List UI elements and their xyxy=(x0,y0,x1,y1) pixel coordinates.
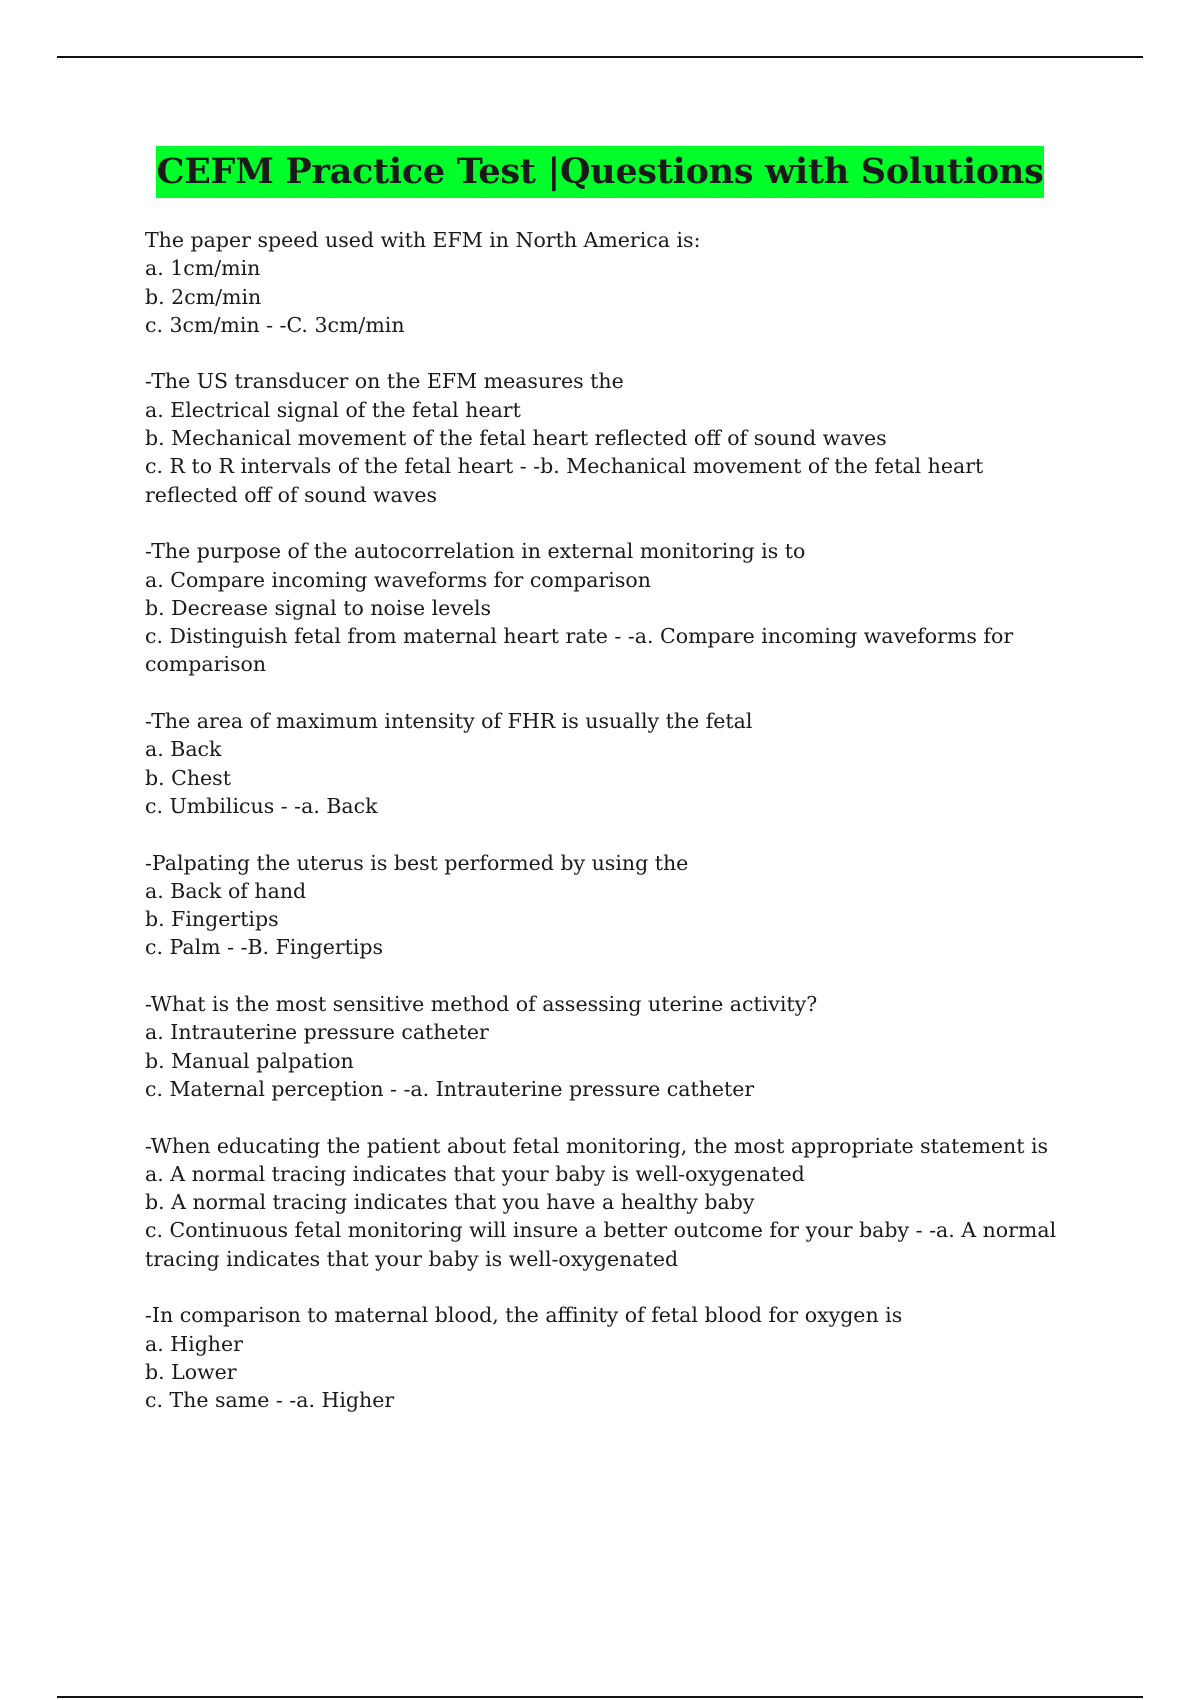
question-text: -The area of maximum intensity of FHR is usually the fetal xyxy=(145,709,753,734)
question-text: -The US transducer on the EFM measures the xyxy=(145,369,624,394)
option-a: a. A normal tracing indicates that your baby is well-oxygenated xyxy=(145,1161,805,1186)
option-b: b. Manual palpation xyxy=(145,1048,354,1073)
option-b: b. Decrease signal to noise levels xyxy=(145,595,492,620)
option-a: a. Compare incoming waveforms for comparison xyxy=(145,567,651,592)
option-b: b. Mechanical movement of the fetal heart reflected off of sound waves xyxy=(145,426,887,451)
question-block xyxy=(145,1301,1075,1414)
option-b: b. A normal tracing indicates that you have a healthy baby xyxy=(145,1190,755,1215)
option-c-with-answer: c. The same - -a. Higher xyxy=(145,1388,395,1413)
questions-list xyxy=(145,226,1075,1443)
option-b: b. 2cm/min xyxy=(145,284,262,309)
question-text: -The purpose of the autocorrelation in external monitoring is to xyxy=(145,539,806,564)
top-rule xyxy=(57,56,1143,58)
option-c-with-answer: c. R to R intervals of the fetal heart - -b. Mechanical movement of the fetal heart reflected off of sound waves xyxy=(145,454,984,507)
question-text: -In comparison to maternal blood, the affinity of fetal blood for oxygen is xyxy=(145,1303,903,1328)
question-block xyxy=(145,1132,1075,1273)
option-c-with-answer: c. 3cm/min - -C. 3cm/min xyxy=(145,312,405,337)
document-title: CEFM Practice Test |Questions with Solutions xyxy=(156,146,1045,198)
question-block xyxy=(145,367,1075,508)
title-wrap xyxy=(0,146,1200,198)
bottom-rule xyxy=(57,1696,1143,1698)
option-c-with-answer: c. Distinguish fetal from maternal heart rate - -a. Compare incoming waveforms for comparison xyxy=(145,624,1014,677)
question-text: -When educating the patient about fetal monitoring, the most appropriate statement is xyxy=(145,1133,1049,1158)
option-c-with-answer: c. Maternal perception - -a. Intrauterine pressure catheter xyxy=(145,1076,755,1101)
question-text: The paper speed used with EFM in North America is: xyxy=(145,228,701,252)
option-c-with-answer: c. Umbilicus - -a. Back xyxy=(145,793,378,818)
question-block xyxy=(145,849,1075,962)
option-a: a. Back xyxy=(145,737,222,762)
option-a: a. 1cm/min xyxy=(145,256,261,281)
question-block xyxy=(145,990,1075,1103)
option-b: b. Chest xyxy=(145,765,231,790)
question-block xyxy=(145,226,1075,339)
question-block xyxy=(145,537,1075,678)
question-text: -What is the most sensitive method of assessing uterine activity? xyxy=(145,992,818,1017)
option-b: b. Fingertips xyxy=(145,907,279,932)
option-b: b. Lower xyxy=(145,1359,237,1384)
option-a: a. Back of hand xyxy=(145,878,307,903)
option-a: a. Electrical signal of the fetal heart xyxy=(145,397,521,422)
option-c-with-answer: c. Palm - -B. Fingertips xyxy=(145,935,384,960)
option-a: a. Intrauterine pressure catheter xyxy=(145,1020,489,1045)
option-a: a. Higher xyxy=(145,1331,243,1356)
question-block xyxy=(145,707,1075,820)
question-text: -Palpating the uterus is best performed by using the xyxy=(145,850,689,875)
option-c-with-answer: c. Continuous fetal monitoring will insure a better outcome for your baby - -a. A normal tracing indicates that your baby is well-oxygenated xyxy=(145,1218,1057,1271)
